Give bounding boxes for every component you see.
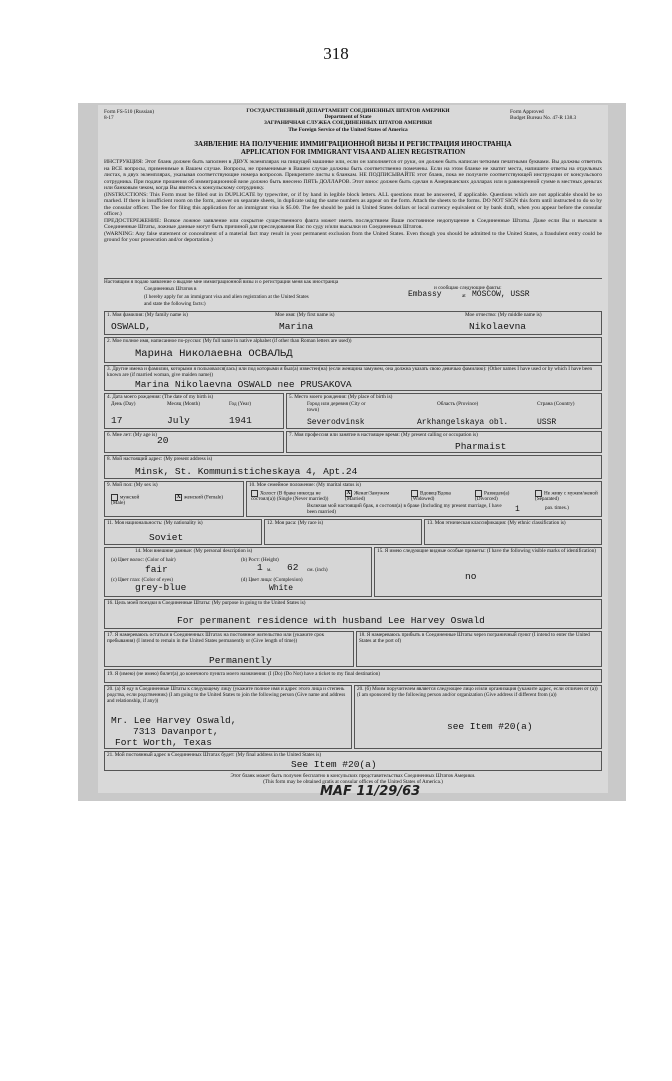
form-number: Form FS-510 (Russian) 8-17: [104, 109, 155, 122]
application-statement: Настоящим я подаю заявление о выдаче мне иммиграционной визы и о регистрации меня как иностранца Соединенных Штатов в и сообщаю следующие факты: (I hereby apply for an immigrant visa and alien registration at the United States and state the following facts:) Embassy at MOSCOW, USSR: [104, 279, 530, 307]
page-number: 318: [323, 44, 349, 63]
field-15-marks: 15. Я имею следующие видные особые приметы: (I have the following visible marks of identification) no: [374, 547, 602, 597]
first-name-value: Marina: [279, 321, 314, 332]
height-m-value: 1: [257, 562, 263, 573]
hair-color-value: fair: [145, 564, 168, 575]
widowed-option: Вдовец/Вдова (Widowed): [411, 490, 451, 503]
field-5-birth-place: 5. Место моего рождения: (My place of birth is) Город или деревня (City or town) Область (Province) Страна (Country) Severodvinsk Arkhangelskaya obl. USSR: [286, 393, 602, 429]
field-7-occupation: 7. Моя профессия или занятие в настоящее время: (My present calling or occupation is) Pharmaist: [286, 431, 602, 453]
married-checkbox: X: [346, 490, 351, 496]
field-20b-sponsor: 20. (б) Моим поручителем является следующее лицо и/или организация (укажите адрес, если отличен от (а)) (I am sponsored by the following person and/or organization (Give address if different from (a)) see Item #20(a): [354, 685, 602, 749]
field-1-names: 1. Моя фамилия: (My family name is) Мое имя: (My first name is) Мое отчество: (My middle name is) OSWALD, Marina Nikolaevna: [104, 311, 602, 335]
birth-country-value: USSR: [537, 418, 557, 427]
times-married-value: 1: [515, 505, 520, 514]
nationality-value: Soviet: [149, 532, 184, 543]
final-address-value: See Item #20(a): [291, 759, 377, 770]
eye-color-value: grey-blue: [135, 582, 187, 593]
field-6-age: 6. Мне лет: (My age is) 20: [104, 431, 284, 453]
form-sheet: [98, 105, 608, 799]
other-names-value: Marina Nikolaevna OSWALD nee PRUSAKOVA: [135, 379, 352, 390]
city-value: MOSCOW, USSR: [472, 290, 530, 299]
occupation-value: Pharmaist: [455, 441, 507, 452]
birth-day-value: 17: [111, 415, 123, 426]
initials-stamp: MAF 11/29/63: [320, 784, 421, 799]
birth-province-value: Arkhangelskaya obl.: [417, 418, 509, 427]
field-21-final-address: 21. Мой постоянный адрес в Соединенных Штатах будет: (My final address in the United States is) See Item #20(a): [104, 751, 602, 771]
department-header: ГОСУДАРСТВЕННЫЙ ДЕПАРТАМЕНТ СОЕДИНЕННЫХ ШТАТОВ АМЕРИКИ Department of State ЗАГРАНИЧНАЯ СЛУЖБА СОЕДИНЕННЫХ ШТАТОВ АМЕРИКИ The Foreign Service of the United States of America: [246, 108, 450, 133]
single-option: Холост (В браке никогда не состоял(а)) (Single (Never married)): [251, 490, 329, 503]
field-4-birth-date: 4. Дата моего рождения: (The date of my birth is) День (Day) Месяц (Month) Год (Year) 17 July 1941: [104, 393, 284, 429]
complexion-value: White: [269, 584, 294, 593]
middle-name-value: Nikolaevna: [469, 321, 527, 332]
birth-month-value: July: [167, 415, 190, 426]
field-3-other-names: 3. Другие имена и фамилии, которыми я пользовался(лась) или под которыми я был(а) известен(на) (если женщина замужем, она должна указать свою девичью фамилию): (Other names I have used or by which I have been known are (if married woman, give maiden name)) Marina Nikolaevna OSWALD nee PRUSAKOVA: [104, 365, 602, 391]
family-name-value: OSWALD,: [111, 321, 151, 332]
field-19-ticket: 19. Я (имею) (не имею) билет(а) до конечного пункта моего назначения: (I (Do) (Do Not) have a ticket to my final destination): [104, 669, 602, 683]
divorced-option: Разведен(а) (Divorced): [475, 490, 510, 503]
visa-application-form: [78, 103, 626, 801]
post-value: Embassy: [408, 290, 442, 299]
native-name-value: Марина Николаевна ОСВАЛЬД: [135, 348, 293, 360]
height-cm-value: 62: [287, 562, 299, 573]
joining-name-value: Mr. Lee Harvey Oswald,: [111, 715, 237, 726]
birth-year-value: 1941: [229, 415, 252, 426]
form-footer: Этот бланк может быть получен бесплатно в консульских представительствах Соединенных Штатов Америки. (This form may be obtained gratis at consular offices of the United States of America.): [230, 773, 476, 785]
instructions: ИНСТРУКЦИЯ: Этот бланк должен быть заполнен в ДВУХ экземплярах на пишущей машинке или, если он заполняется от руки, он должен быть написан четкими печатными буквами. Вы должны ответить на ВСЕ вопросы, применимые в Вашем случае. Вопросы, не применимые в Вашем случае должны быть соответственно помечены. Если на этом бланке не хватит места, напишите ответы на отдельных листах, в двух экземплярах, указывая соответствующие номера вопросов. Прикрепите листы к бланкам. НЕ ПОДПИСЫВАЙТЕ этот бланк, пока не получите соответствующей инструкции от консульского сотрудника. При подаче прошения об иммиграционной визе должно быть внесено ПЯТЬ ДОЛЛАРОВ. Этот взнос должен быть сделан в Американских долларах или в равноценной сумме в местных деньгах или банковым чеком, когда Вы явитесь к консульскому сотруднику. (INSTRUCTIONS: This Form must be filled out in DUPLICATE by typewriter, or if by hand in legible block letters. ALL questions must be answered, if applicable. Questions which are not applicable should be so marked. If there is insufficient room on the form, answer on separate sheets, in duplicate using the same numbers as appear on the form. Attach the sheets to the forms. DO NOT SIGN this form until instructed to do so by the consular officer. The fee for filing this application for an immigrant visa is $5.00. The fee should be paid in United States dollars or local currency equivalent or by bank draft, when you appear before the consular officer.) ПРЕДОСТЕРЕЖЕНИЕ: Всякое ложное заявление или сокрытие существенного факта может иметь последствием Ваше постоянное недопущение в Соединенные Штаты. Даже если Вы и въехали в Соединенные Штаты, ложные данные могут быть причиной для преследования Вас по суду и/или высылки из Соединенных Штатов. (WARNING: Any false statement or concealment of a material fact may result in your permanent exclusion from the United States. Even though you should be admitted to the United States, a fraudulent entry could be ground for your prosecution and/or deportation.): [104, 159, 602, 243]
field-14-description: 14. Мои внешние данные: (My personal description is) (a) Цвет волос: (Color of hair) fair (b) Рост: (Height) 1 м. 62 см. (inch) (c) Цвет глаз: (Color of eyes) grey-blue (d) Цвет лица: (Complexion) White: [104, 547, 372, 597]
field-13-ethnic: 13. Моя этническая классификация: (My ethnic classification is): [424, 519, 602, 545]
married-option: X Женат/Замужем (Married): [345, 490, 390, 503]
age-value: 20: [157, 435, 169, 446]
form-approved: Form Approved Budget Bureau No. 47-R 138.3: [510, 109, 577, 122]
joining-city-value: Fort Worth, Texas: [115, 737, 212, 748]
field-12-race: 12. Моя раса: (My race is): [264, 519, 422, 545]
sponsor-value: see Item #20(a): [447, 721, 533, 732]
field-18-port: 18. Я намереваюсь прибыть в Соединенные Штаты через пограничный пункт (I intend to enter the United States at the port of): [356, 631, 602, 667]
joining-street-value: 7313 Davanport,: [133, 726, 219, 737]
field-2-native-name: 2. Мое полное имя, написанное по-русски: (My full name in native alphabet (if other than Roman letters are used)) Марина Николаевна ОСВАЛЬД: [104, 337, 602, 363]
field-16-purpose: 16. Цель моей поездки в Соединенные Штаты: (My purpose in going to the United States is) For permanent residence with husband Lee Harvey Oswald: [104, 599, 602, 629]
form-title: ЗАЯВЛЕНИЕ НА ПОЛУЧЕНИЕ ИММИГРАЦИОННОЙ ВИЗЫ И РЕГИСТРАЦИЯ ИНОСТРАНЦА APPLICATION FOR IMMIGRANT VISA AND ALIEN REGISTRATION: [194, 140, 512, 156]
purpose-value: For permanent residence with husband Lee Harvey Oswald: [177, 615, 485, 626]
field-9-sex: 9. Мой пол: (My sex is) мужской (Male) X женский (Female): [104, 481, 244, 517]
separated-option: Не живу с мужем/женой (Separated): [535, 490, 598, 503]
field-8-address: 8. Мой настоящий адрес: (My present address is) Minsk, St. Kommunisticheskaya 4, Apt.24: [104, 455, 602, 479]
birth-city-value: Severodvinsk: [307, 418, 365, 427]
field-17-duration: 17. Я намереваюсь остаться в Соединенных Штатах на постоянное жительство или (укажите срок пребывания) (I intend to remain in the United States permanently or (Give length of time)) Permanently: [104, 631, 354, 667]
present-address-value: Minsk, St. Kommunisticheskaya 4, Apt.24: [135, 466, 358, 477]
sex-female-option: X женский (Female): [176, 494, 223, 501]
field-11-nationality: 11. Моя национальность: (My nationality is) Soviet: [104, 519, 262, 545]
female-checkbox: X: [176, 494, 181, 500]
sex-male-option: мужской (Male): [111, 494, 140, 507]
field-10-marital-status: 10. Мое семейное положение: (My marital status is) Холост (В браке никогда не состоял(а)) (Single (Never married)) X Женат/Замужем (Married) Вдовец/Вдова (Widowed) Разведен(а) (Divorced) Не живу с мужем/женой (Separated) Включая мой настоящий брак, я состоял(а) в браке (Including my present marriage, I have been married) 1 раз. times.): [246, 481, 602, 517]
field-20a-joining: 20. (a) Я еду в Соединенные Штаты к следующему лицу (укажите полное имя и адрес этого лица и степень родства, если родственник) (I am going to the United States to join the following person (Give name and address and relationship, if any)) Mr. Lee Harvey Oswald, 7313 Davanport, Fort Worth, Texas: [104, 685, 352, 749]
duration-value: Permanently: [209, 655, 272, 666]
marks-value: no: [465, 571, 477, 582]
